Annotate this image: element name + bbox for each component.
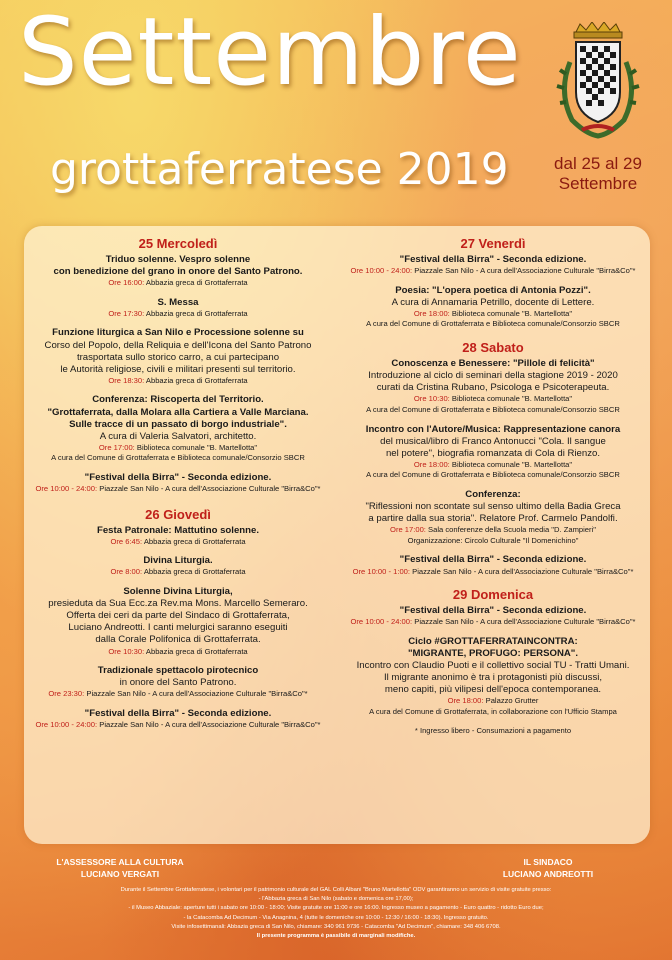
event-text: Incontro con l'Autore/Musica: Rappresentazione canora <box>365 423 621 435</box>
event-text: Luciano Andreotti. I canti melurgici saranno eseguiti <box>68 622 288 634</box>
event-text: presieduta da Sua Ecc.za Rev.ma Mons. Marcello Semeraro. <box>48 598 308 610</box>
event-time: Ore 18:30: <box>108 375 145 385</box>
program-column-right <box>342 232 644 736</box>
event-place: Biblioteca comunale "B. Martellotta" <box>451 394 573 404</box>
event-text: trasportata sullo storico carro, a cui partecipano <box>76 351 280 363</box>
event-item <box>28 472 328 495</box>
footer-disclaimer: Il presente programma è passibile di marginali modifiche. <box>256 933 416 940</box>
event-text: A cura di Valeria Salvatori, architetto. <box>99 430 257 442</box>
event-text: curati da Cristina Rubano, Psicologa e Psicoterapeuta. <box>376 382 610 394</box>
event-text: Offerta dei ceri da parte del Sindaco di Grottaferrata, <box>66 610 290 622</box>
event-organizer: A cura del Comune di Grottaferrata e Biblioteca comunale/Consorzio SBCR <box>366 319 620 329</box>
event-text: con benedizione del grano in onore del Santo Patrono. <box>53 266 303 278</box>
day-heading: 26 Giovedì <box>145 506 211 522</box>
event-organizer: A cura del Comune di Grottaferrata, in collaborazione con l'Ufficio Stampa <box>369 706 617 716</box>
event-text: a partire dalla sua storia". Relatore Prof. Carmelo Pandolfi. <box>368 513 618 525</box>
event-place: Piazzale San Nilo - A cura dell'Associazione Culturale "Birra&Co"* <box>99 484 321 494</box>
event-text: meno capiti, più vilipesi dell'epoca contemporanea. <box>384 684 602 696</box>
event-place: Abbazia greca di Grottaferrata <box>145 278 248 288</box>
footer-line: Durante il Settembre Grottaferratese, i volontari per il patrimonio culturale del GAL Colli Albani "Bruno Martellotta" ODV garantiranno un servizio di visite gratuite presso: <box>120 887 552 893</box>
event-time: Ore 16:00: <box>108 278 145 288</box>
event-place: Abbazia greca di Grottaferrata <box>145 375 248 385</box>
event-place: Abbazia greca di Grottaferrata <box>145 646 248 656</box>
event-text: "MIGRANTE, PROFUGO: PERSONA". <box>407 647 579 659</box>
event-item <box>28 394 328 464</box>
event-item <box>342 254 644 277</box>
dates-range: dal 25 al 29 <box>554 154 642 173</box>
event-place: Abbazia greca di Grottaferrata <box>145 308 248 318</box>
signature-role: L'ASSESSORE ALLA CULTURA <box>56 857 184 867</box>
event-text: "Festival della Birra" - Seconda edizione. <box>84 472 272 483</box>
event-text: nel potere", biografia romanzata di Cola di Rienzo. <box>385 447 601 459</box>
footer-info <box>20 886 652 941</box>
footer-line: Visite infosettimanali: Abbazia greca di San Nilo, chiamare: 340 961 9736 - Catacomba "Ad Decimum", chiamare: 348 406 6708. <box>171 923 501 930</box>
event-text: "Festival della Birra" - Seconda edizione. <box>399 605 587 617</box>
event-item <box>342 554 644 577</box>
event-organizer: A cura del Comune di Grottaferrata e Biblioteca comunale/Consorzio SBCR <box>366 470 620 480</box>
event-text: "Festival della Birra" - Seconda edizione. <box>84 707 272 719</box>
event-text: Conferenza: Riscoperta del Territorio. <box>92 394 264 406</box>
signature-name: LUCIANO VERGATI <box>80 869 160 879</box>
day-heading: 27 Venerdì <box>460 236 526 251</box>
event-time: Ore 10:30: <box>108 646 145 656</box>
event-text: Corso del Popolo, della Reliquia e dell'Icona del Santo Patrono <box>44 339 312 351</box>
event-place: Piazzale San Nilo - A cura dell'Associazione Culturale "Birra&Co"* <box>86 689 308 699</box>
event-item <box>342 285 644 330</box>
event-place: Biblioteca comunale "B. Martellotta" <box>451 459 573 469</box>
event-time: Ore 8:00: <box>110 567 143 577</box>
event-text: le Autorità religiose, civili e militari presenti sul territorio. <box>60 363 296 375</box>
event-time: Ore 10:00 - 24:00: <box>35 720 98 729</box>
event-place: Biblioteca comunale "B. Martellotta" <box>136 442 258 452</box>
event-organizer: Organizzazione: Circolo Culturale "Il Domenichino" <box>407 535 579 545</box>
event-place: Piazzale San Nilo - A cura dell'Associazione Culturale "Birra&Co"* <box>99 720 321 729</box>
event-item <box>342 636 644 718</box>
event-time: Ore 10:00 - 24:00: <box>35 484 98 494</box>
event-place: Sala conferenze della Scuola media "D. Zampieri" <box>428 525 596 535</box>
event-item <box>342 358 644 415</box>
coat-of-arms-icon <box>552 22 644 142</box>
event-item <box>28 665 328 700</box>
event-item <box>28 586 328 657</box>
footer-line: - l'Abbazia greca di San Nilo (sabato e domenica ore 17,00); <box>258 896 414 903</box>
event-text: "Grottaferrata, dalla Molara alla Cartiera a Valle Marciana. <box>47 406 309 418</box>
event-place: Piazzale San Nilo - A cura dell'Associazione Culturale "Birra&Co"* <box>414 617 636 627</box>
event-time: Ore 18:00: <box>413 459 450 469</box>
event-time: Ore 18:00: <box>413 308 450 318</box>
event-text: Festa Patronale: Mattutino solenne. <box>96 524 260 536</box>
event-time: Ore 6:45: <box>110 536 143 546</box>
event-text: Ciclo #GROTTAFERRATAINCONTRA: <box>408 635 578 647</box>
event-time: Ore 17:00: <box>390 525 426 535</box>
footer-line: - il Museo Abbaziale: aperture tutti i sabato ore 10:00 - 18:00; Visite gratuite ore 11:00 e ore 16:00. Ingresso museo a pagamento - Euro quattro - ridotto Euro due; <box>128 905 544 912</box>
signature-assessore <box>40 856 200 880</box>
event-item <box>28 555 328 578</box>
event-text: Conoscenza e Benessere: "Pillole di felicità" <box>391 358 595 370</box>
event-text: Tradizionale spettacolo pirotecnico <box>97 665 259 677</box>
event-place: Abbazia greca di Grottaferrata <box>143 567 246 577</box>
event-time: Ore 23:30: <box>48 689 85 699</box>
program-panel <box>24 226 650 844</box>
event-item <box>28 708 328 731</box>
event-text: Il migrante anonimo è tra i protagonisti più discussi, <box>383 672 603 684</box>
event-text: A cura di Annamaria Petrillo, docente di Lettere. <box>391 296 595 308</box>
event-item <box>28 254 328 289</box>
day-heading: 29 Domenica <box>452 587 534 603</box>
event-time: Ore 18:00: <box>447 696 484 706</box>
event-organizer: A cura del Comune di Grottaferrata e Biblioteca comunale/Consorzio SBCR <box>51 453 305 463</box>
event-place: Piazzale San Nilo - A cura dell'Associazione Culturale "Birra&Co"* <box>414 266 636 276</box>
event-text: del musical/libro di Franco Antonucci "Cola. Il sangue <box>380 435 606 447</box>
event-item <box>28 297 328 320</box>
event-place: Abbazia greca di Grottaferrata <box>143 536 246 546</box>
event-text: dalla Corale Polifonica di Grottaferrata. <box>95 634 261 646</box>
event-text: Introduzione al ciclo di seminari della stagione 2019 - 2020 <box>368 370 618 382</box>
event-text: Poesia: "L'opera poetica di Antonia Pozzi". <box>395 284 591 296</box>
event-item <box>342 489 644 546</box>
event-text: Funzione liturgica a San Nilo e Processione solenne su <box>52 327 304 339</box>
event-time: Ore 17:00: <box>98 442 135 452</box>
event-item <box>28 525 328 548</box>
event-item <box>342 605 644 628</box>
poster-title: Settembre <box>18 0 522 107</box>
signature-name: LUCIANO ANDREOTTI <box>502 869 594 879</box>
event-dates <box>548 154 648 195</box>
event-text: "Festival della Birra" - Seconda edizione. <box>399 554 587 566</box>
event-text: "Festival della Birra" - Seconda edizione. <box>399 254 587 265</box>
event-text: "Riflessioni non scontate sul senso ultimo della Badia Greca <box>365 501 621 513</box>
signature-sindaco <box>468 856 628 880</box>
event-text: Solenne Divina Liturgia, <box>123 586 233 598</box>
event-text: Divina Liturgia. <box>143 555 213 567</box>
event-place: Biblioteca comunale "B. Martellotta" <box>451 308 573 318</box>
event-text: Incontro con Claudio Puoti e il collettivo social TU - Tratti Umani. <box>356 660 630 672</box>
program-column-left <box>28 232 328 739</box>
event-organizer: A cura del Comune di Grottaferrata e Biblioteca comunale/Consorzio SBCR <box>366 404 620 414</box>
event-text: in onore del Santo Patrono. <box>119 677 237 689</box>
event-text: S. Messa <box>157 296 199 308</box>
day-heading: 25 Mercoledì <box>138 236 218 251</box>
event-text: Triduo solenne. Vespro solenne <box>105 254 251 265</box>
dates-month: Settembre <box>558 174 638 194</box>
day-heading: 28 Sabato <box>462 340 524 356</box>
event-item <box>342 424 644 481</box>
event-text: Conferenza: <box>465 489 521 500</box>
poster-subtitle: grottaferratese 2019 <box>50 144 509 195</box>
signature-role: IL SINDACO <box>523 857 573 867</box>
event-time: Ore 17:30: <box>108 308 145 318</box>
event-text: Sulle tracce di un passato di borgo industriale". <box>69 418 287 430</box>
event-time: Ore 10:00 - 1:00: <box>352 566 411 576</box>
event-place: Piazzale San Nilo - A cura dell'Associazione Culturale "Birra&Co"* <box>412 566 634 576</box>
event-time: Ore 10:30: <box>413 394 450 404</box>
event-place: Palazzo Grutter <box>485 696 539 706</box>
event-time: Ore 10:00 - 24:00: <box>350 266 413 276</box>
footer-line: - la Catacomba Ad Decimum - Via Anagnina, 4 (tutte le domeniche ore 10:00 - 12:30 / 16:00 - 18:30). Ingresso gratuito. <box>183 914 489 921</box>
event-item <box>28 327 328 386</box>
admission-note: * Ingresso libero - Consumazioni a pagamento <box>414 725 572 735</box>
event-time: Ore 10:00 - 24:00: <box>350 617 413 627</box>
